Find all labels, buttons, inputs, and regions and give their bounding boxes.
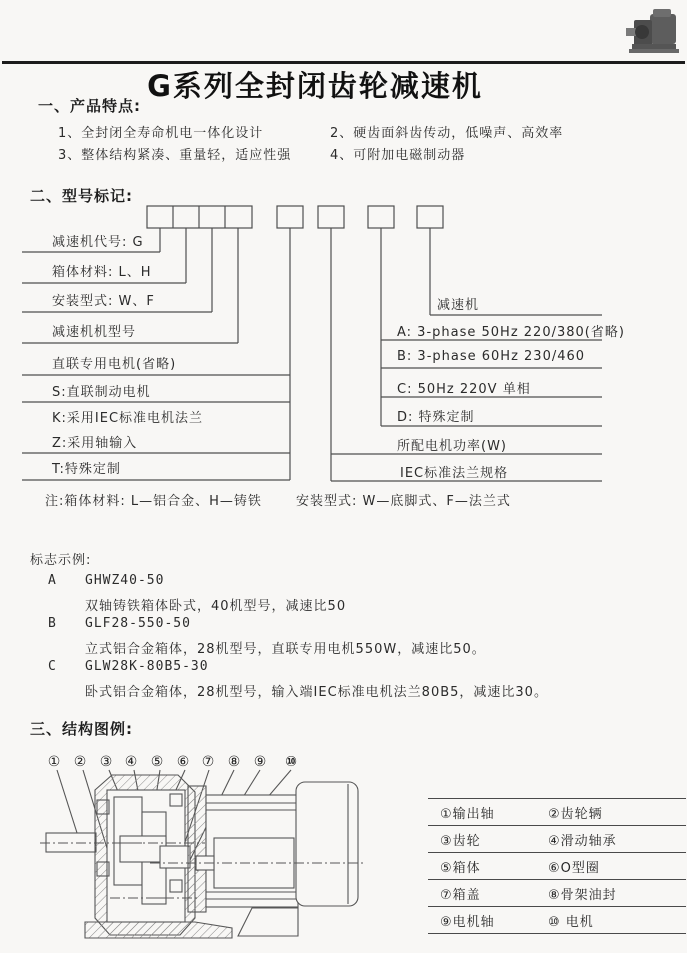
legend-part: ④滑动轴承 <box>548 833 617 849</box>
callout-1: ① <box>47 754 61 770</box>
example-model: GLF28-550-50 <box>85 616 191 631</box>
callout-3: ③ <box>99 754 113 770</box>
legend-part: ②齿轮辆 <box>548 806 603 822</box>
example-desc: 卧式铝合金箱体，28机型号，输入端IEC标准电机法兰80B5，减速比30。 <box>85 685 548 700</box>
legend-part: ⑥O型圈 <box>548 860 600 876</box>
callout-6: ⑥ <box>176 754 190 770</box>
feature-item: 3、整体结构紧凑、重量轻，适应性强 <box>58 148 292 163</box>
marking-label-voltage-b: B: 3-phase 60Hz 230/460 <box>397 349 586 364</box>
feature-item: 4、可附加电磁制动器 <box>330 148 466 163</box>
marking-label-reducer-code: 减速机代号: G <box>52 235 144 250</box>
marking-label-mounting-type: 安装型式: W、F <box>52 294 155 309</box>
callout-2: ② <box>73 754 87 770</box>
section-heading-features: 一、产品特点: <box>38 97 141 115</box>
callout-4: ④ <box>124 754 138 770</box>
marking-label-special: T:特殊定制 <box>52 462 121 477</box>
callout-7: ⑦ <box>201 754 215 770</box>
examples-heading: 标志示例: <box>30 553 92 568</box>
marking-label-voltage-d: D: 特殊定制 <box>397 410 475 425</box>
gearmotor-photo <box>620 6 682 58</box>
marking-label-iec-flange-spec: IEC标准法兰规格 <box>400 466 509 481</box>
legend-part: ⑦箱盖 <box>440 887 481 903</box>
legend-row <box>428 907 686 934</box>
structure-drawing <box>40 770 366 938</box>
example-key: B <box>48 616 57 631</box>
section-heading-structure: 三、结构图例: <box>30 720 133 738</box>
marking-label-frame-size: 减速机机型号 <box>52 325 137 340</box>
legend-part: ⑤箱体 <box>440 860 481 876</box>
marking-label-voltage-a: A: 3-phase 50Hz 220/380(省略) <box>397 325 625 340</box>
example-key: C <box>48 659 57 674</box>
example-desc: 立式铝合金箱体，28机型号，直联专用电机550W，减速比50。 <box>85 642 486 657</box>
legend-row <box>428 799 686 826</box>
marking-note-mounting: 安装型式: W—底脚式、F—法兰式 <box>296 494 511 509</box>
marking-label-brake-motor: S:直联制动电机 <box>52 385 151 400</box>
legend-row <box>428 880 686 907</box>
callout-10: ⑩ <box>285 754 297 770</box>
example-key: A <box>48 573 57 588</box>
example-model: GHWZ40-50 <box>85 573 165 588</box>
parts-legend-table <box>428 798 686 934</box>
legend-part: ③齿轮 <box>440 833 481 849</box>
feature-item: 1、全封闭全寿命机电一体化设计 <box>58 126 264 141</box>
section-heading-model-marking: 二、型号标记: <box>30 187 133 205</box>
feature-item: 2、硬齿面斜齿传动，低噪声、高效率 <box>330 126 564 141</box>
marking-label-reducer: 减速机 <box>437 298 480 313</box>
marking-label-shaft-input: Z:采用轴输入 <box>52 436 138 451</box>
marking-label-direct-motor: 直联专用电机(省略) <box>52 357 177 372</box>
marking-label-motor-power: 所配电机功率(W) <box>397 439 507 454</box>
example-desc: 双轴铸铁箱体卧式，40机型号，减速比50 <box>85 599 347 614</box>
legend-part: ⑧骨架油封 <box>548 887 617 903</box>
marking-label-iec-flange: K:采用IEC标准电机法兰 <box>52 411 204 426</box>
callout-9: ⑨ <box>253 754 267 770</box>
callout-5: ⑤ <box>150 754 164 770</box>
legend-row <box>428 853 686 880</box>
callout-8: ⑧ <box>227 754 241 770</box>
page-title: G系列全封闭齿轮减速机 <box>147 69 483 103</box>
marking-note-material: 注:箱体材料: L—铝合金、H—铸铁 <box>45 494 262 509</box>
marking-label-voltage-c: C: 50Hz 220V 单相 <box>397 382 531 397</box>
marking-label-housing-material: 箱体材料: L、H <box>52 265 152 280</box>
legend-part: ⑩ 电机 <box>548 914 594 930</box>
example-model: GLW28K-80B5-30 <box>85 659 209 674</box>
legend-row <box>428 826 686 853</box>
legend-part: ⑨电机轴 <box>440 914 495 930</box>
legend-part: ①输出轴 <box>440 806 495 822</box>
